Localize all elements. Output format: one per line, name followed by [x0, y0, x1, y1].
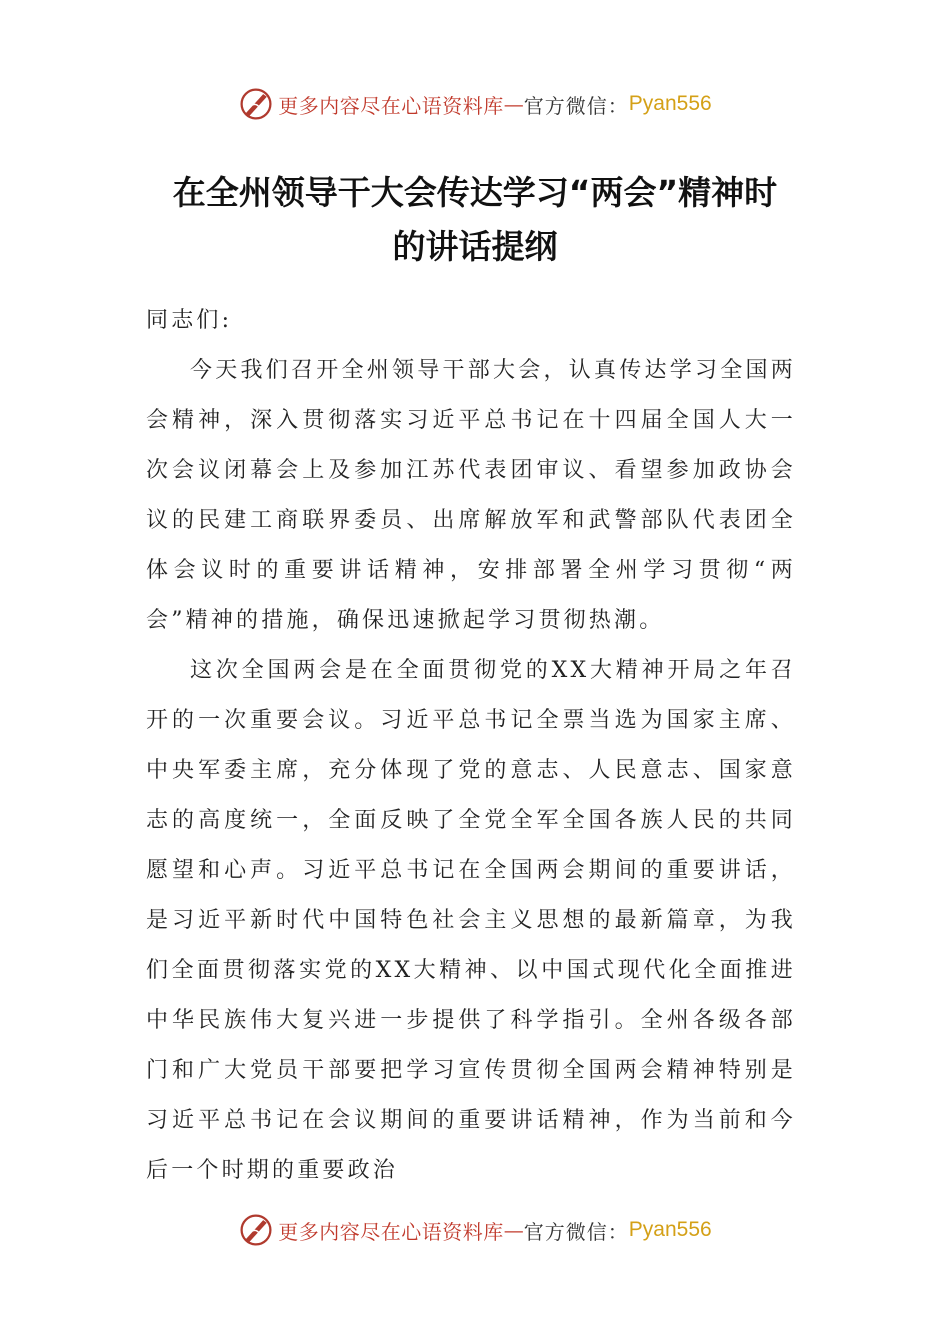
banner-separator: — — [503, 92, 524, 116]
salutation: 同志们: — [146, 308, 233, 333]
title-line-2: 的讲话提纲 — [392, 227, 558, 266]
pen-logo-icon — [238, 86, 274, 122]
document-body — [146, 296, 796, 1196]
banner-wechat-label: 官方微信： — [523, 93, 629, 118]
banner-wechat-id: Pyan556 — [628, 92, 712, 115]
document-title — [140, 166, 810, 274]
banner-separator: — — [503, 1218, 524, 1242]
title-line-1: 在全州领导干大会传达学习“两会”精神时 — [172, 173, 778, 212]
banner-wechat-label: 官方微信： — [523, 1219, 629, 1244]
pen-logo-icon — [238, 1212, 274, 1248]
banner-wechat-id: Pyan556 — [628, 1218, 712, 1241]
footer-banner — [0, 1210, 950, 1250]
paragraph-1: 今天我们召开全州领导干部大会，认真传达学习全国两会精神，深入贯彻落实习近平总书记在十四届全国人大一次会议闭幕会上及参加江苏代表团审议、看望参加政协会议的民建工商联界委员、出席解放军和武警部队代表团全体会议时的重要讲话精神，安排部署全州学习贯彻“两会”精神的措施，确保迅速掀起学习贯彻热潮。 — [146, 358, 796, 633]
banner-text: 更多内容尽在心语资料库 — [278, 1219, 504, 1244]
header-banner — [0, 84, 950, 124]
paragraph-2: 这次全国两会是在全面贯彻党的XX大精神开局之年召开的一次重要会议。习近平总书记全票当选为国家主席、中央军委主席，充分体现了党的意志、人民意志、国家意志的高度统一，全面反映了全党全军全国各族人民的共同愿望和心声。习近平总书记在全国两会期间的重要讲话，是习近平新时代中国特色社会主义思想的最新篇章，为我们全面贯彻落实党的XX大精神、以中国式现代化全面推进中华民族伟大复兴进一步提供了科学指引。全州各级各部门和广大党员干部要把学习宣传贯彻全国两会精神特别是习近平总书记在会议期间的重要讲话精神，作为当前和今后一个时期的重要政治 — [146, 658, 796, 1183]
banner-text: 更多内容尽在心语资料库 — [278, 93, 504, 118]
